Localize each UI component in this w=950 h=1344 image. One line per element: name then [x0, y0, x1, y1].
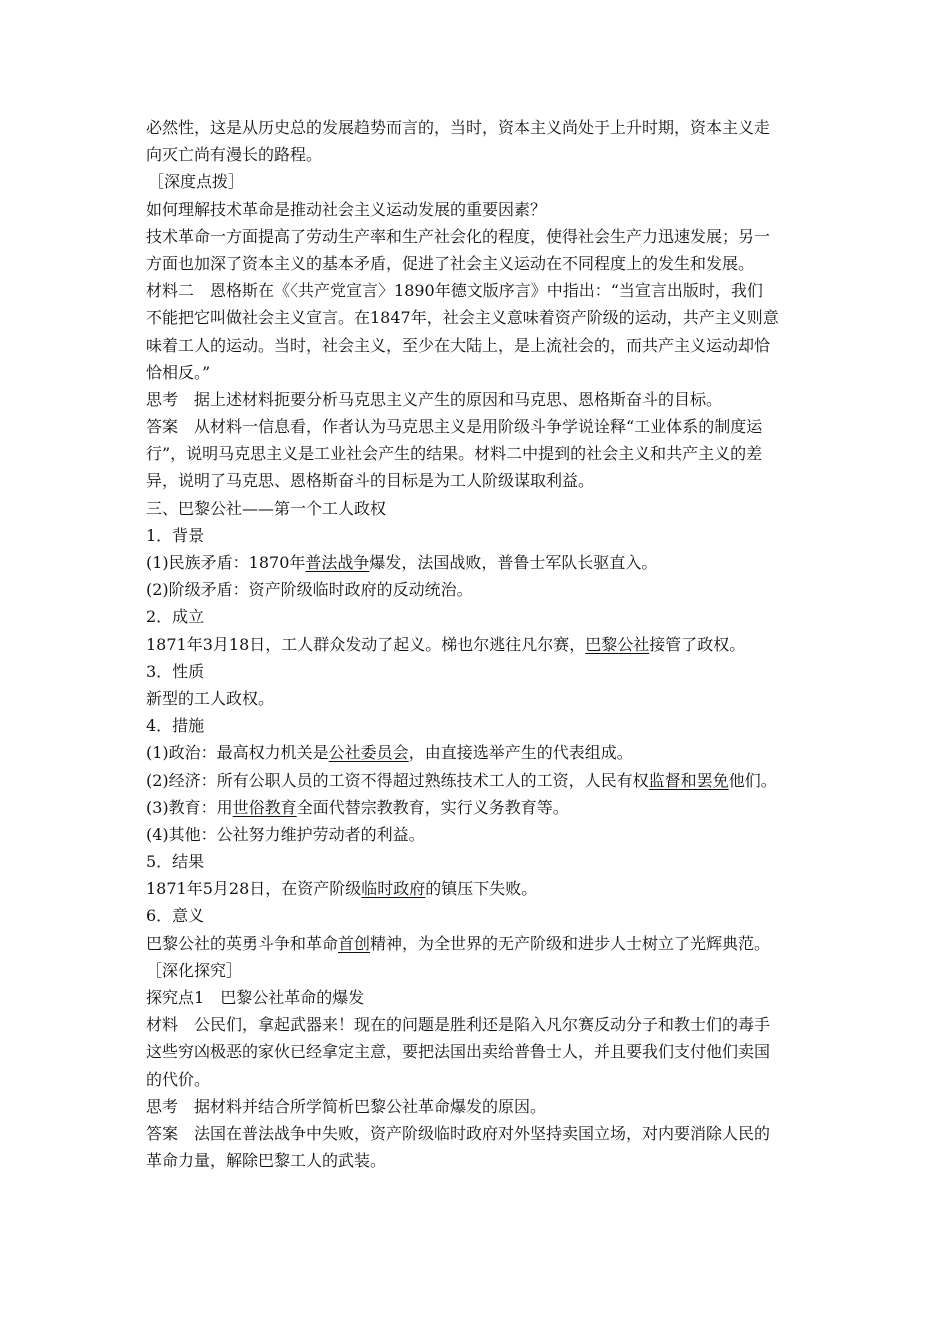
text-line	[146, 712, 814, 739]
text-run: 从材料一信息看，作者认为马克思主义是用阶级斗争学说诠释“工业体系的制度运	[194, 417, 763, 437]
text-run: 接管了政权。	[649, 634, 746, 654]
text-line	[146, 413, 814, 440]
text-run: ［深化探究］	[146, 960, 243, 980]
text-run: 行”，说明马克思主义是工业社会产生的结果。材料二中提到的社会主义和共产主义的差	[146, 444, 763, 464]
text-line	[146, 902, 814, 929]
text-line	[146, 658, 814, 685]
text-run: 据材料并结合所学简析巴黎公社革命爆发的原因。	[194, 1096, 547, 1116]
text-line	[146, 930, 814, 957]
text-line	[146, 1147, 814, 1174]
text-line	[146, 386, 814, 413]
text-run: 法国在普法战争中失败，资产阶级临时政府对外坚持卖国立场，对内要消除人民的	[194, 1123, 771, 1143]
text-line	[146, 631, 814, 658]
underlined-key-term: 临时政府	[361, 879, 426, 899]
text-run: 的代价。	[146, 1069, 211, 1089]
text-line	[146, 549, 814, 576]
underlined-key-term: 公社委员会	[328, 743, 409, 763]
text-run: 思考	[146, 1096, 179, 1116]
text-line	[146, 821, 814, 848]
text-line	[146, 114, 814, 141]
text-run: 探究点1	[146, 988, 205, 1007]
text-run: ［深度点拨］	[148, 172, 245, 192]
underlined-key-term: 巴黎公社	[585, 634, 650, 654]
text-run: 三、巴黎公社——第一个工人政权	[146, 498, 387, 518]
text-run: (3)教育：用	[146, 797, 233, 817]
underlined-key-term: 监督和罢免	[648, 770, 729, 790]
text-run: (1)民族矛盾：1870年	[146, 553, 306, 572]
text-line	[146, 1120, 814, 1147]
text-run: 恰相反。”	[146, 362, 211, 382]
text-line	[146, 223, 814, 250]
text-run: 精神，为全世界的无产阶级和进步人士树立了光辉典范。	[370, 933, 771, 953]
text-run: 向灭亡尚有漫长的路程。	[146, 145, 323, 165]
text-run: 的镇压下失败。	[425, 879, 538, 899]
text-line	[146, 767, 814, 794]
text-line	[146, 304, 814, 331]
text-run: 4．措施	[146, 716, 205, 736]
text-line	[146, 440, 814, 467]
text-line	[146, 848, 814, 875]
text-line	[146, 739, 814, 766]
text-run: 2．成立	[146, 607, 205, 627]
text-run: (1)政治：最高权力机关是	[146, 743, 329, 763]
text-run: 如何理解技术革命是推动社会主义运动发展的重要因素？	[146, 199, 547, 219]
text-run: 据上述材料扼要分析马克思主义产生的原因和马克思、恩格斯奋斗的目标。	[194, 389, 723, 409]
text-line	[146, 359, 814, 386]
text-run: (4)其他：公社努力维护劳动者的利益。	[146, 824, 425, 844]
text-run: 1871年5月28日，在资产阶级	[146, 879, 362, 899]
text-line	[146, 1038, 814, 1065]
text-run: 恩格斯在《〈共产党宣言〉1890年德文版序言》中指出：“当宣言出版时，我们	[210, 281, 763, 301]
text-run: 材料	[146, 1015, 179, 1035]
text-run: (2)经济：所有公职人员的工资不得超过熟练技术工人的工资，人民有权	[146, 770, 649, 790]
text-run: 材料二	[146, 281, 195, 301]
text-line	[146, 1066, 814, 1093]
document-body	[146, 114, 814, 1174]
text-line	[146, 467, 814, 494]
text-run: 5．结果	[146, 852, 205, 872]
text-line	[146, 984, 814, 1011]
text-run: 答案	[146, 417, 179, 437]
underlined-key-term: 世俗教育	[232, 797, 297, 817]
text-run: 异，说明了马克思、恩格斯奋斗的目标是为工人阶级谋取利益。	[146, 471, 595, 491]
text-run: 全面代替宗教教育，实行义务教育等。	[296, 797, 569, 817]
text-run: 必然性，这是从历史总的发展趋势而言的，当时，资本主义尚处于上升时期，资本主义走	[146, 118, 771, 137]
text-run: 革命力量，解除巴黎工人的武装。	[146, 1151, 387, 1171]
text-line	[146, 576, 814, 603]
text-run: 新型的工人政权。	[146, 688, 275, 708]
underlined-key-term: 普法战争	[305, 553, 370, 572]
text-run: 爆发，法国战败，普鲁士军队长驱直入。	[369, 553, 658, 572]
text-run: 这些穷凶极恶的家伙已经拿定主意，要把法国出卖给普鲁士人，并且要我们支付他们卖国	[146, 1042, 771, 1062]
text-run: 巴黎公社的英勇斗争和革命	[146, 933, 339, 953]
text-line	[146, 957, 814, 984]
text-line	[146, 522, 814, 549]
text-line	[146, 685, 814, 712]
text-line	[146, 1093, 814, 1120]
text-run: 他们。	[728, 770, 777, 790]
text-run: 方面也加深了资本主义的基本矛盾，促进了社会主义运动在不同程度上的发生和发展。	[146, 253, 755, 273]
text-run: 味着工人的运动。当时，社会主义，至少在大陆上，是上流社会的，而共产主义运动却恰	[146, 335, 771, 355]
text-run: 不能把它叫做社会主义宣言。在1847年，社会主义意味着资产阶级的运动，共产主义则意	[146, 308, 779, 328]
text-line	[146, 332, 814, 359]
text-line	[146, 196, 814, 223]
text-run: (2)阶级矛盾：资产阶级临时政府的反动统治。	[146, 580, 473, 600]
text-run: 3．性质	[146, 661, 205, 681]
text-line	[146, 794, 814, 821]
text-line	[146, 168, 814, 195]
text-line	[146, 1011, 814, 1038]
text-line	[146, 603, 814, 630]
text-run: 技术革命一方面提高了劳动生产率和生产社会化的程度，使得社会生产力迅速发展；另一	[146, 226, 771, 246]
text-line	[146, 495, 814, 522]
text-line	[146, 277, 814, 304]
underlined-key-term: 首创	[338, 933, 371, 953]
text-line	[146, 875, 814, 902]
text-line	[146, 141, 814, 168]
text-run: ，由直接选举产生的代表组成。	[408, 743, 633, 763]
text-run: 公民们，拿起武器来！现在的问题是胜利还是陷入凡尔赛反动分子和教士们的毒手	[194, 1015, 771, 1035]
text-run: 1．背景	[146, 525, 205, 545]
text-run: 6．意义	[146, 906, 205, 926]
text-run: 思考	[146, 389, 179, 409]
text-run: 1871年3月18日，工人群众发动了起义。梯也尔逃往凡尔赛，	[146, 634, 586, 654]
text-run: 答案	[146, 1123, 179, 1143]
text-run: 巴黎公社革命的爆发	[220, 988, 365, 1007]
text-line	[146, 250, 814, 277]
